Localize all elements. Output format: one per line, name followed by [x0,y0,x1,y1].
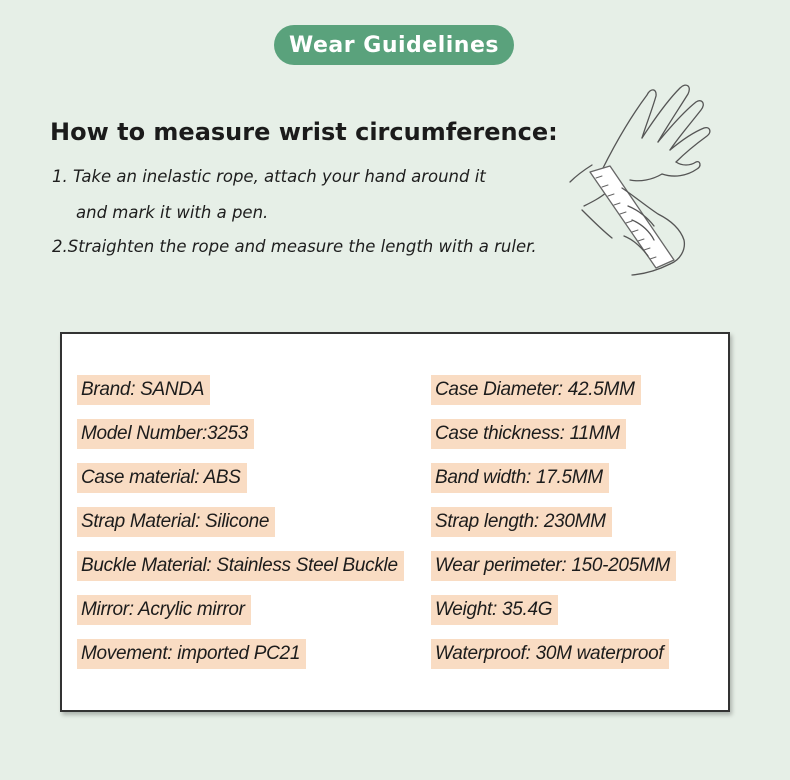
wear-guidelines-badge [274,25,514,65]
badge-label: Wear Guidelines [289,32,499,58]
instruction-step-2: 2.Straighten the rope and measure the length with a ruler. [52,237,537,256]
spec-mirror: Mirror: Acrylic mirror [77,595,251,625]
spec-case-material: Case material: ABS [77,463,247,493]
instruction-step-1: 1. Take an inelastic rope, attach your hand around it [52,167,486,186]
spec-strap-length: Strap length: 230MM [431,507,612,537]
spec-brand: Brand: SANDA [77,375,210,405]
spec-case-diameter: Case Diameter: 42.5MM [431,375,641,405]
spec-movement: Movement: imported PC21 [77,639,306,669]
hand-measuring-wrist-icon [562,70,727,285]
instruction-step-1-cont: and mark it with a pen. [76,203,269,222]
spec-buckle-material: Buckle Material: Stainless Steel Buckle [77,551,404,581]
spec-model-number: Model Number:3253 [77,419,254,449]
spec-band-width: Band width: 17.5MM [431,463,609,493]
spec-strap-material: Strap Material: Silicone [77,507,275,537]
spec-case-thickness: Case thickness: 11MM [431,419,626,449]
page-heading: How to measure wrist circumference: [50,118,558,146]
spec-wear-perimeter: Wear perimeter: 150-205MM [431,551,676,581]
spec-waterproof: Waterproof: 30M waterproof [431,639,669,669]
spec-weight: Weight: 35.4G [431,595,558,625]
